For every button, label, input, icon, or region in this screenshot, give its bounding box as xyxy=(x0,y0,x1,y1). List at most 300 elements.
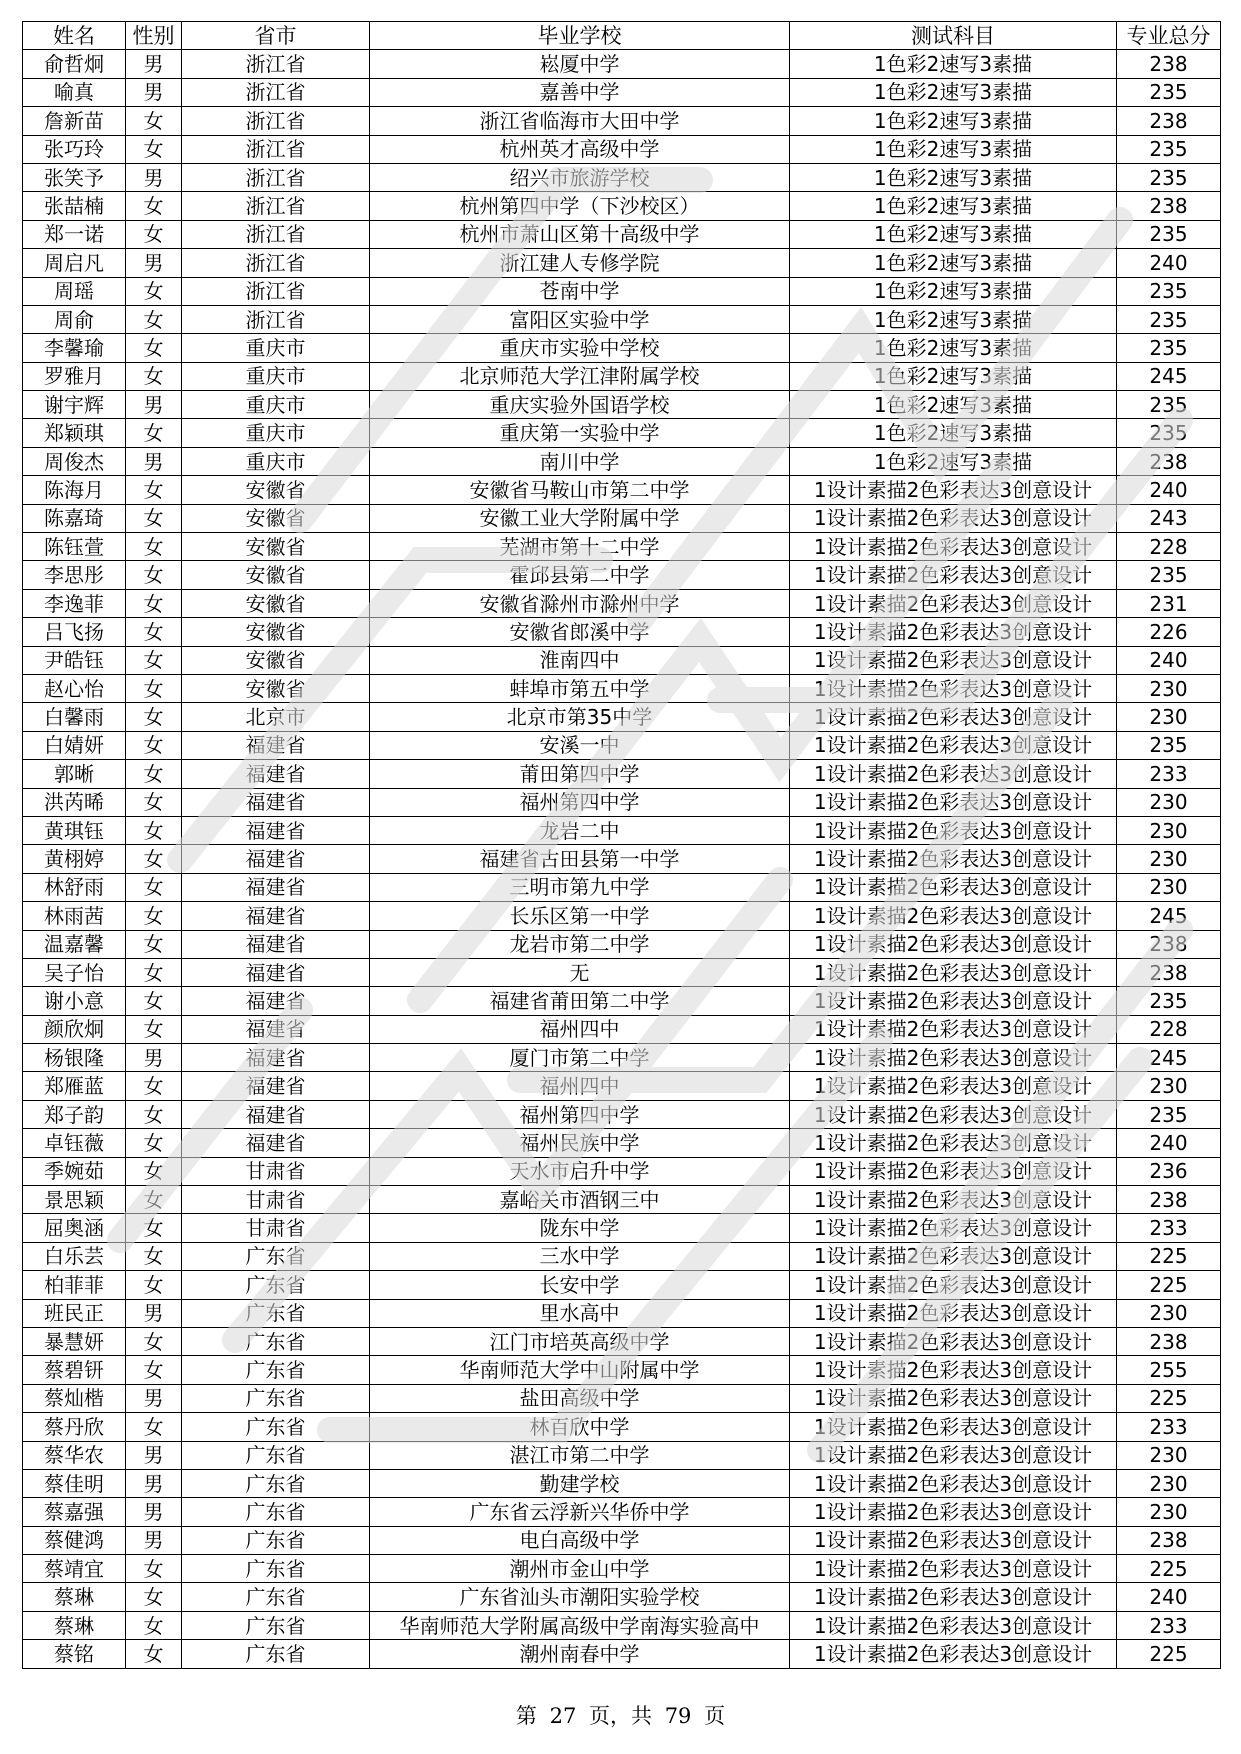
table-row xyxy=(23,362,1221,390)
cell-name: 陈嘉琦 xyxy=(23,504,126,532)
cell-total-score: 230 xyxy=(1117,1498,1221,1526)
cell-total-score: 230 xyxy=(1117,703,1221,731)
cell-total-score: 235 xyxy=(1117,78,1221,106)
cell-subjects: 1设计素描2色彩表达3创意设计 xyxy=(790,1384,1117,1412)
cell-school: 莆田第四中学 xyxy=(370,760,790,788)
cell-subjects: 1设计素描2色彩表达3创意设计 xyxy=(790,1214,1117,1242)
cell-province: 安徽省 xyxy=(182,646,370,674)
table-row xyxy=(23,1015,1221,1043)
cell-name: 吴子怡 xyxy=(23,958,126,986)
cell-school: 安溪一中 xyxy=(370,731,790,759)
table-header-row xyxy=(23,22,1221,50)
cell-name: 白婧妍 xyxy=(23,731,126,759)
cell-name: 谢小意 xyxy=(23,987,126,1015)
cell-name: 吕飞扬 xyxy=(23,618,126,646)
cell-subjects: 1设计素描2色彩表达3创意设计 xyxy=(790,958,1117,986)
cell-school: 芜湖市第十二中学 xyxy=(370,533,790,561)
cell-school: 富阳区实验中学 xyxy=(370,305,790,333)
cell-subjects: 1设计素描2色彩表达3创意设计 xyxy=(790,1526,1117,1554)
cell-subjects: 1色彩2速写3素描 xyxy=(790,305,1117,333)
cell-total-score: 235 xyxy=(1117,419,1221,447)
cell-province: 甘肃省 xyxy=(182,1186,370,1214)
table-row xyxy=(23,447,1221,475)
cell-province: 福建省 xyxy=(182,873,370,901)
cell-gender: 女 xyxy=(126,1129,182,1157)
cell-subjects: 1色彩2速写3素描 xyxy=(790,163,1117,191)
score-table xyxy=(22,21,1221,1669)
cell-gender: 女 xyxy=(126,1640,182,1668)
cell-total-score: 235 xyxy=(1117,987,1221,1015)
table-row xyxy=(23,674,1221,702)
cell-subjects: 1设计素描2色彩表达3创意设计 xyxy=(790,1469,1117,1497)
cell-total-score: 225 xyxy=(1117,1384,1221,1412)
cell-subjects: 1色彩2速写3素描 xyxy=(790,334,1117,362)
cell-total-score: 240 xyxy=(1117,1583,1221,1611)
cell-province: 广东省 xyxy=(182,1384,370,1412)
cell-name: 陈海月 xyxy=(23,476,126,504)
cell-school: 福州民族中学 xyxy=(370,1129,790,1157)
cell-school: 长乐区第一中学 xyxy=(370,902,790,930)
cell-school: 杭州第四中学（下沙校区） xyxy=(370,192,790,220)
cell-school: 安徽省滁州市滁州中学 xyxy=(370,589,790,617)
cell-gender: 女 xyxy=(126,107,182,135)
cell-province: 广东省 xyxy=(182,1469,370,1497)
cell-subjects: 1设计素描2色彩表达3创意设计 xyxy=(790,1356,1117,1384)
cell-total-score: 233 xyxy=(1117,1611,1221,1639)
table-row xyxy=(23,249,1221,277)
cell-subjects: 1色彩2速写3素描 xyxy=(790,447,1117,475)
cell-province: 安徽省 xyxy=(182,589,370,617)
footer-middle: 页，共 xyxy=(589,1704,652,1728)
cell-subjects: 1色彩2速写3素描 xyxy=(790,277,1117,305)
cell-province: 浙江省 xyxy=(182,78,370,106)
cell-gender: 女 xyxy=(126,1583,182,1611)
cell-name: 白乐芸 xyxy=(23,1242,126,1270)
cell-name: 罗雅月 xyxy=(23,362,126,390)
cell-gender: 女 xyxy=(126,845,182,873)
cell-school: 北京市第35中学 xyxy=(370,703,790,731)
cell-gender: 女 xyxy=(126,220,182,248)
cell-total-score: 240 xyxy=(1117,646,1221,674)
cell-name: 蔡丹欣 xyxy=(23,1413,126,1441)
cell-name: 李逸菲 xyxy=(23,589,126,617)
cell-province: 福建省 xyxy=(182,1015,370,1043)
cell-school: 无 xyxy=(370,958,790,986)
cell-total-score: 235 xyxy=(1117,305,1221,333)
cell-subjects: 1设计素描2色彩表达3创意设计 xyxy=(790,1583,1117,1611)
table-row xyxy=(23,1044,1221,1072)
cell-gender: 女 xyxy=(126,1327,182,1355)
cell-province: 重庆市 xyxy=(182,334,370,362)
cell-gender: 男 xyxy=(126,1044,182,1072)
table-row xyxy=(23,1555,1221,1583)
cell-name: 温嘉馨 xyxy=(23,930,126,958)
cell-name: 李思彤 xyxy=(23,561,126,589)
cell-name: 蔡健鸿 xyxy=(23,1526,126,1554)
cell-school: 盐田高级中学 xyxy=(370,1384,790,1412)
cell-name: 柏菲菲 xyxy=(23,1271,126,1299)
cell-total-score: 233 xyxy=(1117,1413,1221,1441)
table-row xyxy=(23,107,1221,135)
cell-school: 华南师范大学中山附属中学 xyxy=(370,1356,790,1384)
cell-school: 林百欣中学 xyxy=(370,1413,790,1441)
cell-province: 重庆市 xyxy=(182,419,370,447)
cell-gender: 女 xyxy=(126,873,182,901)
cell-name: 洪芮晞 xyxy=(23,788,126,816)
table-row xyxy=(23,391,1221,419)
cell-province: 广东省 xyxy=(182,1299,370,1327)
cell-name: 俞哲炯 xyxy=(23,50,126,78)
cell-name: 郭晰 xyxy=(23,760,126,788)
cell-gender: 女 xyxy=(126,731,182,759)
cell-gender: 女 xyxy=(126,760,182,788)
header-province: 省市 xyxy=(182,22,370,50)
cell-subjects: 1设计素描2色彩表达3创意设计 xyxy=(790,1299,1117,1327)
cell-name: 张喆楠 xyxy=(23,192,126,220)
cell-province: 安徽省 xyxy=(182,618,370,646)
cell-province: 安徽省 xyxy=(182,674,370,702)
cell-name: 蔡嘉强 xyxy=(23,1498,126,1526)
cell-school: 长安中学 xyxy=(370,1271,790,1299)
cell-name: 蔡华农 xyxy=(23,1441,126,1469)
table-row xyxy=(23,1583,1221,1611)
cell-total-score: 233 xyxy=(1117,1214,1221,1242)
cell-name: 蔡琳 xyxy=(23,1611,126,1639)
cell-name: 蔡靖宜 xyxy=(23,1555,126,1583)
cell-school: 福州四中 xyxy=(370,1072,790,1100)
cell-name: 黄栩婷 xyxy=(23,845,126,873)
table-row xyxy=(23,1384,1221,1412)
cell-subjects: 1设计素描2色彩表达3创意设计 xyxy=(790,1441,1117,1469)
cell-subjects: 1色彩2速写3素描 xyxy=(790,419,1117,447)
cell-subjects: 1色彩2速写3素描 xyxy=(790,249,1117,277)
cell-subjects: 1色彩2速写3素描 xyxy=(790,107,1117,135)
cell-province: 广东省 xyxy=(182,1526,370,1554)
header-subjects: 测试科目 xyxy=(790,22,1117,50)
cell-school: 重庆市实验中学校 xyxy=(370,334,790,362)
cell-gender: 女 xyxy=(126,1214,182,1242)
cell-gender: 女 xyxy=(126,192,182,220)
cell-province: 福建省 xyxy=(182,930,370,958)
cell-subjects: 1设计素描2色彩表达3创意设计 xyxy=(790,618,1117,646)
cell-gender: 男 xyxy=(126,447,182,475)
table-row xyxy=(23,533,1221,561)
cell-province: 北京市 xyxy=(182,703,370,731)
cell-total-score: 230 xyxy=(1117,674,1221,702)
table-row xyxy=(23,1072,1221,1100)
cell-total-score: 255 xyxy=(1117,1356,1221,1384)
cell-total-score: 238 xyxy=(1117,930,1221,958)
cell-gender: 男 xyxy=(126,1469,182,1497)
cell-school: 南川中学 xyxy=(370,447,790,475)
cell-province: 重庆市 xyxy=(182,391,370,419)
cell-school: 安徽工业大学附属中学 xyxy=(370,504,790,532)
cell-total-score: 235 xyxy=(1117,561,1221,589)
cell-total-score: 230 xyxy=(1117,1299,1221,1327)
cell-province: 浙江省 xyxy=(182,107,370,135)
cell-gender: 男 xyxy=(126,1441,182,1469)
cell-province: 广东省 xyxy=(182,1555,370,1583)
table-row xyxy=(23,618,1221,646)
cell-name: 张笑予 xyxy=(23,163,126,191)
cell-gender: 女 xyxy=(126,1186,182,1214)
cell-gender: 男 xyxy=(126,78,182,106)
cell-province: 广东省 xyxy=(182,1413,370,1441)
cell-subjects: 1色彩2速写3素描 xyxy=(790,50,1117,78)
cell-subjects: 1设计素描2色彩表达3创意设计 xyxy=(790,1271,1117,1299)
table-row xyxy=(23,1299,1221,1327)
table-row xyxy=(23,873,1221,901)
cell-subjects: 1设计素描2色彩表达3创意设计 xyxy=(790,1640,1117,1668)
cell-subjects: 1色彩2速写3素描 xyxy=(790,391,1117,419)
table-row xyxy=(23,1214,1221,1242)
cell-total-score: 228 xyxy=(1117,1015,1221,1043)
cell-subjects: 1设计素描2色彩表达3创意设计 xyxy=(790,1157,1117,1185)
cell-total-score: 235 xyxy=(1117,220,1221,248)
cell-subjects: 1设计素描2色彩表达3创意设计 xyxy=(790,845,1117,873)
cell-school: 陇东中学 xyxy=(370,1214,790,1242)
cell-name: 张巧玲 xyxy=(23,135,126,163)
cell-gender: 男 xyxy=(126,391,182,419)
cell-total-score: 230 xyxy=(1117,873,1221,901)
cell-gender: 女 xyxy=(126,930,182,958)
cell-total-score: 225 xyxy=(1117,1271,1221,1299)
cell-name: 蔡琳 xyxy=(23,1583,126,1611)
cell-school: 嘉峪关市酒钢三中 xyxy=(370,1186,790,1214)
table-row xyxy=(23,561,1221,589)
cell-gender: 男 xyxy=(126,163,182,191)
cell-province: 浙江省 xyxy=(182,277,370,305)
footer-page-number: 27 xyxy=(549,1704,577,1728)
cell-name: 白馨雨 xyxy=(23,703,126,731)
cell-name: 郑一诺 xyxy=(23,220,126,248)
cell-province: 福建省 xyxy=(182,731,370,759)
table-row xyxy=(23,1186,1221,1214)
cell-gender: 男 xyxy=(126,50,182,78)
cell-name: 杨银隆 xyxy=(23,1044,126,1072)
cell-name: 卓钰薇 xyxy=(23,1129,126,1157)
cell-subjects: 1设计素描2色彩表达3创意设计 xyxy=(790,589,1117,617)
cell-province: 浙江省 xyxy=(182,163,370,191)
cell-gender: 女 xyxy=(126,958,182,986)
footer-prefix: 第 xyxy=(515,1704,537,1728)
cell-school: 崧厦中学 xyxy=(370,50,790,78)
cell-total-score: 233 xyxy=(1117,760,1221,788)
cell-total-score: 235 xyxy=(1117,1100,1221,1128)
cell-total-score: 225 xyxy=(1117,1640,1221,1668)
table-row xyxy=(23,958,1221,986)
cell-school: 浙江建人专修学院 xyxy=(370,249,790,277)
table-row xyxy=(23,703,1221,731)
cell-school: 天水市启升中学 xyxy=(370,1157,790,1185)
cell-school: 北京师范大学江津附属学校 xyxy=(370,362,790,390)
cell-name: 詹新苗 xyxy=(23,107,126,135)
header-gender: 性别 xyxy=(126,22,182,50)
table-row xyxy=(23,1356,1221,1384)
cell-subjects: 1设计素描2色彩表达3创意设计 xyxy=(790,703,1117,731)
cell-school: 广东省汕头市潮阳实验学校 xyxy=(370,1583,790,1611)
cell-name: 谢宇辉 xyxy=(23,391,126,419)
table-row xyxy=(23,1271,1221,1299)
table-row xyxy=(23,1611,1221,1639)
table-row xyxy=(23,760,1221,788)
cell-school: 福建省莆田第二中学 xyxy=(370,987,790,1015)
table-row xyxy=(23,1129,1221,1157)
table-row xyxy=(23,1413,1221,1441)
cell-gender: 女 xyxy=(126,987,182,1015)
table-row xyxy=(23,78,1221,106)
table-row xyxy=(23,788,1221,816)
cell-school: 福州第四中学 xyxy=(370,1100,790,1128)
cell-name: 周俞 xyxy=(23,305,126,333)
cell-gender: 女 xyxy=(126,816,182,844)
cell-subjects: 1设计素描2色彩表达3创意设计 xyxy=(790,1327,1117,1355)
cell-total-score: 235 xyxy=(1117,334,1221,362)
table-row xyxy=(23,731,1221,759)
cell-school: 华南师范大学附属高级中学南海实验高中 xyxy=(370,1611,790,1639)
cell-total-score: 238 xyxy=(1117,1327,1221,1355)
score-table-container xyxy=(22,21,1220,1669)
table-row xyxy=(23,1469,1221,1497)
table-row xyxy=(23,277,1221,305)
page-footer xyxy=(0,1700,1241,1730)
cell-province: 浙江省 xyxy=(182,305,370,333)
cell-gender: 女 xyxy=(126,419,182,447)
cell-gender: 女 xyxy=(126,305,182,333)
cell-school: 三明市第九中学 xyxy=(370,873,790,901)
cell-subjects: 1设计素描2色彩表达3创意设计 xyxy=(790,1498,1117,1526)
cell-subjects: 1设计素描2色彩表达3创意设计 xyxy=(790,760,1117,788)
cell-province: 福建省 xyxy=(182,1072,370,1100)
cell-gender: 女 xyxy=(126,1100,182,1128)
cell-gender: 女 xyxy=(126,1611,182,1639)
table-row xyxy=(23,419,1221,447)
cell-total-score: 228 xyxy=(1117,533,1221,561)
cell-province: 安徽省 xyxy=(182,504,370,532)
cell-gender: 女 xyxy=(126,618,182,646)
cell-school: 三水中学 xyxy=(370,1242,790,1270)
table-row xyxy=(23,192,1221,220)
cell-name: 陈钰萱 xyxy=(23,533,126,561)
cell-province: 福建省 xyxy=(182,987,370,1015)
cell-gender: 女 xyxy=(126,1271,182,1299)
cell-name: 季婉茹 xyxy=(23,1157,126,1185)
cell-province: 福建省 xyxy=(182,902,370,930)
cell-school: 苍南中学 xyxy=(370,277,790,305)
cell-total-score: 236 xyxy=(1117,1157,1221,1185)
cell-name: 喻真 xyxy=(23,78,126,106)
cell-total-score: 245 xyxy=(1117,362,1221,390)
cell-total-score: 245 xyxy=(1117,902,1221,930)
cell-province: 安徽省 xyxy=(182,561,370,589)
cell-province: 广东省 xyxy=(182,1271,370,1299)
table-row xyxy=(23,305,1221,333)
cell-gender: 男 xyxy=(126,1299,182,1327)
cell-total-score: 230 xyxy=(1117,816,1221,844)
cell-gender: 女 xyxy=(126,788,182,816)
cell-total-score: 230 xyxy=(1117,1441,1221,1469)
cell-total-score: 235 xyxy=(1117,731,1221,759)
cell-subjects: 1设计素描2色彩表达3创意设计 xyxy=(790,476,1117,504)
cell-total-score: 231 xyxy=(1117,589,1221,617)
cell-gender: 女 xyxy=(126,703,182,731)
cell-gender: 女 xyxy=(126,476,182,504)
cell-total-score: 235 xyxy=(1117,277,1221,305)
cell-total-score: 240 xyxy=(1117,1129,1221,1157)
cell-subjects: 1设计素描2色彩表达3创意设计 xyxy=(790,533,1117,561)
cell-school: 安徽省郎溪中学 xyxy=(370,618,790,646)
cell-name: 颜欣炯 xyxy=(23,1015,126,1043)
cell-school: 蚌埠市第五中学 xyxy=(370,674,790,702)
cell-province: 福建省 xyxy=(182,958,370,986)
cell-province: 安徽省 xyxy=(182,533,370,561)
table-row xyxy=(23,1157,1221,1185)
cell-total-score: 238 xyxy=(1117,958,1221,986)
cell-gender: 男 xyxy=(126,1384,182,1412)
cell-name: 蔡佳明 xyxy=(23,1469,126,1497)
cell-gender: 女 xyxy=(126,1015,182,1043)
table-row xyxy=(23,50,1221,78)
cell-subjects: 1设计素描2色彩表达3创意设计 xyxy=(790,1129,1117,1157)
cell-school: 龙岩市第二中学 xyxy=(370,930,790,958)
cell-name: 蔡铭 xyxy=(23,1640,126,1668)
cell-province: 浙江省 xyxy=(182,192,370,220)
table-row xyxy=(23,646,1221,674)
cell-province: 福建省 xyxy=(182,760,370,788)
cell-province: 安徽省 xyxy=(182,476,370,504)
header-name: 姓名 xyxy=(23,22,126,50)
cell-subjects: 1设计素描2色彩表达3创意设计 xyxy=(790,1100,1117,1128)
cell-province: 浙江省 xyxy=(182,50,370,78)
cell-province: 浙江省 xyxy=(182,135,370,163)
cell-province: 重庆市 xyxy=(182,362,370,390)
cell-total-score: 230 xyxy=(1117,845,1221,873)
cell-name: 周瑶 xyxy=(23,277,126,305)
cell-subjects: 1设计素描2色彩表达3创意设计 xyxy=(790,1611,1117,1639)
cell-gender: 女 xyxy=(126,334,182,362)
cell-gender: 女 xyxy=(126,277,182,305)
cell-subjects: 1设计素描2色彩表达3创意设计 xyxy=(790,561,1117,589)
footer-total-pages: 79 xyxy=(664,1704,692,1728)
cell-gender: 男 xyxy=(126,1526,182,1554)
table-row xyxy=(23,816,1221,844)
cell-name: 景思颖 xyxy=(23,1186,126,1214)
cell-subjects: 1设计素描2色彩表达3创意设计 xyxy=(790,873,1117,901)
cell-province: 广东省 xyxy=(182,1441,370,1469)
cell-name: 赵心怡 xyxy=(23,674,126,702)
table-row xyxy=(23,476,1221,504)
cell-subjects: 1设计素描2色彩表达3创意设计 xyxy=(790,1072,1117,1100)
cell-gender: 男 xyxy=(126,249,182,277)
cell-gender: 女 xyxy=(126,674,182,702)
table-row xyxy=(23,902,1221,930)
cell-school: 嘉善中学 xyxy=(370,78,790,106)
cell-gender: 女 xyxy=(126,533,182,561)
cell-school: 电白高级中学 xyxy=(370,1526,790,1554)
cell-name: 蔡灿楷 xyxy=(23,1384,126,1412)
cell-subjects: 1设计素描2色彩表达3创意设计 xyxy=(790,987,1117,1015)
cell-total-score: 245 xyxy=(1117,1044,1221,1072)
cell-name: 屈奥涵 xyxy=(23,1214,126,1242)
cell-gender: 男 xyxy=(126,1498,182,1526)
table-body xyxy=(23,50,1221,1668)
header-school: 毕业学校 xyxy=(370,22,790,50)
cell-school: 重庆第一实验中学 xyxy=(370,419,790,447)
footer-suffix: 页 xyxy=(704,1704,726,1728)
cell-subjects: 1设计素描2色彩表达3创意设计 xyxy=(790,1044,1117,1072)
cell-subjects: 1色彩2速写3素描 xyxy=(790,135,1117,163)
cell-gender: 女 xyxy=(126,561,182,589)
